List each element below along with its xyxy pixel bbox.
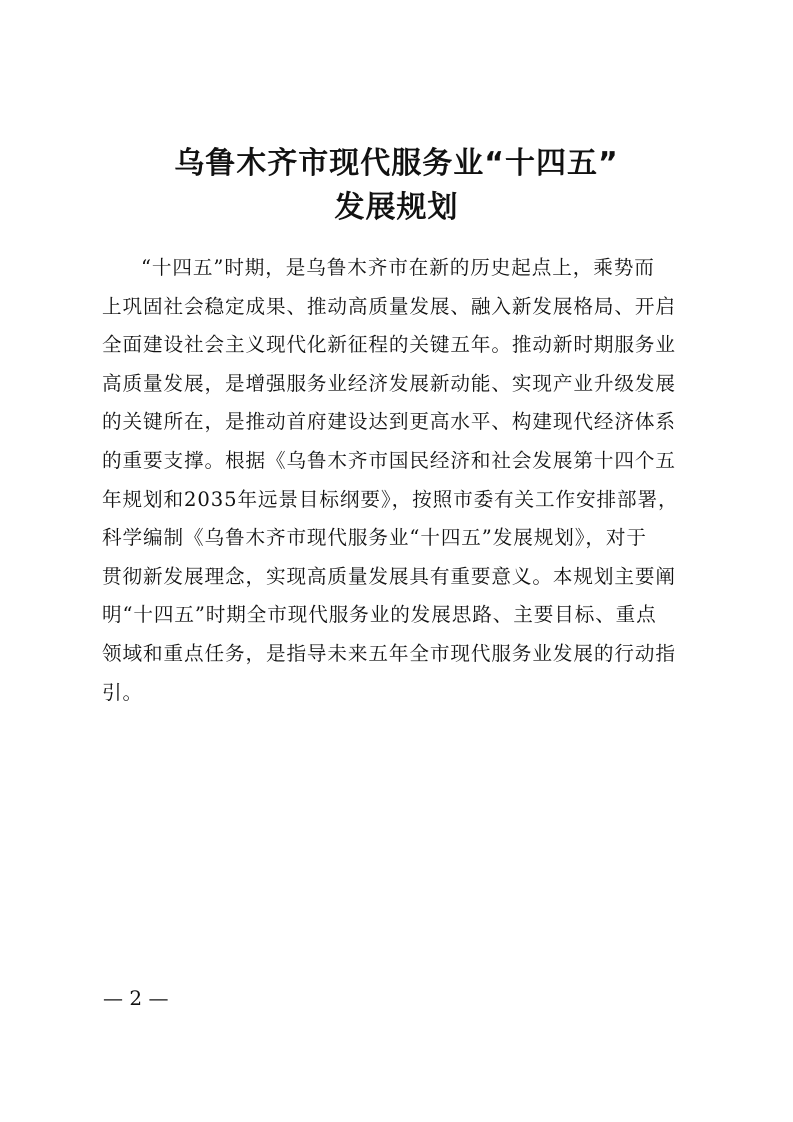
body-line: 明“十四五”时期全市现代服务业的发展思路、主要目标、重点 <box>102 603 657 627</box>
document-title <box>0 142 793 230</box>
body-line: 的重要支撑。根据《乌鲁木齐市国民经济和社会发展第十四个五 <box>102 448 676 472</box>
body-line: 上巩固社会稳定成果、推动高质量发展、融入新发展格局、开启 <box>102 294 676 318</box>
title-line-1: 乌鲁木齐市现代服务业“十四五” <box>174 146 619 181</box>
body-line: “十四五”时期，是乌鲁木齐市在新的历史起点上，乘势而 <box>141 256 655 279</box>
body-line: 贯彻新发展理念，实现高质量发展具有重要意义。本规划主要阐 <box>102 564 676 588</box>
body-line: 高质量发展，是增强服务业经济发展新动能、实现产业升级发展 <box>102 371 676 395</box>
body-line: 引。 <box>102 680 143 704</box>
body-line: 年规划和2035年远景目标纲要》，按照市委有关工作安排部署， <box>102 487 679 511</box>
body-line: 领域和重点任务，是指导未来五年全市现代服务业发展的行动指 <box>102 641 676 665</box>
page-number: — 2 — <box>103 986 169 1010</box>
body-line: 全面建设社会主义现代化新征程的关键五年。推动新时期服务业 <box>102 333 676 357</box>
title-line-2: 发展规划 <box>334 190 459 225</box>
body-paragraph <box>102 249 696 712</box>
body-line: 的关键所在，是推动首府建设达到更高水平、构建现代经济体系 <box>102 410 676 434</box>
body-line: 科学编制《乌鲁木齐市现代服务业“十四五”发展规划》，对于 <box>102 526 647 550</box>
